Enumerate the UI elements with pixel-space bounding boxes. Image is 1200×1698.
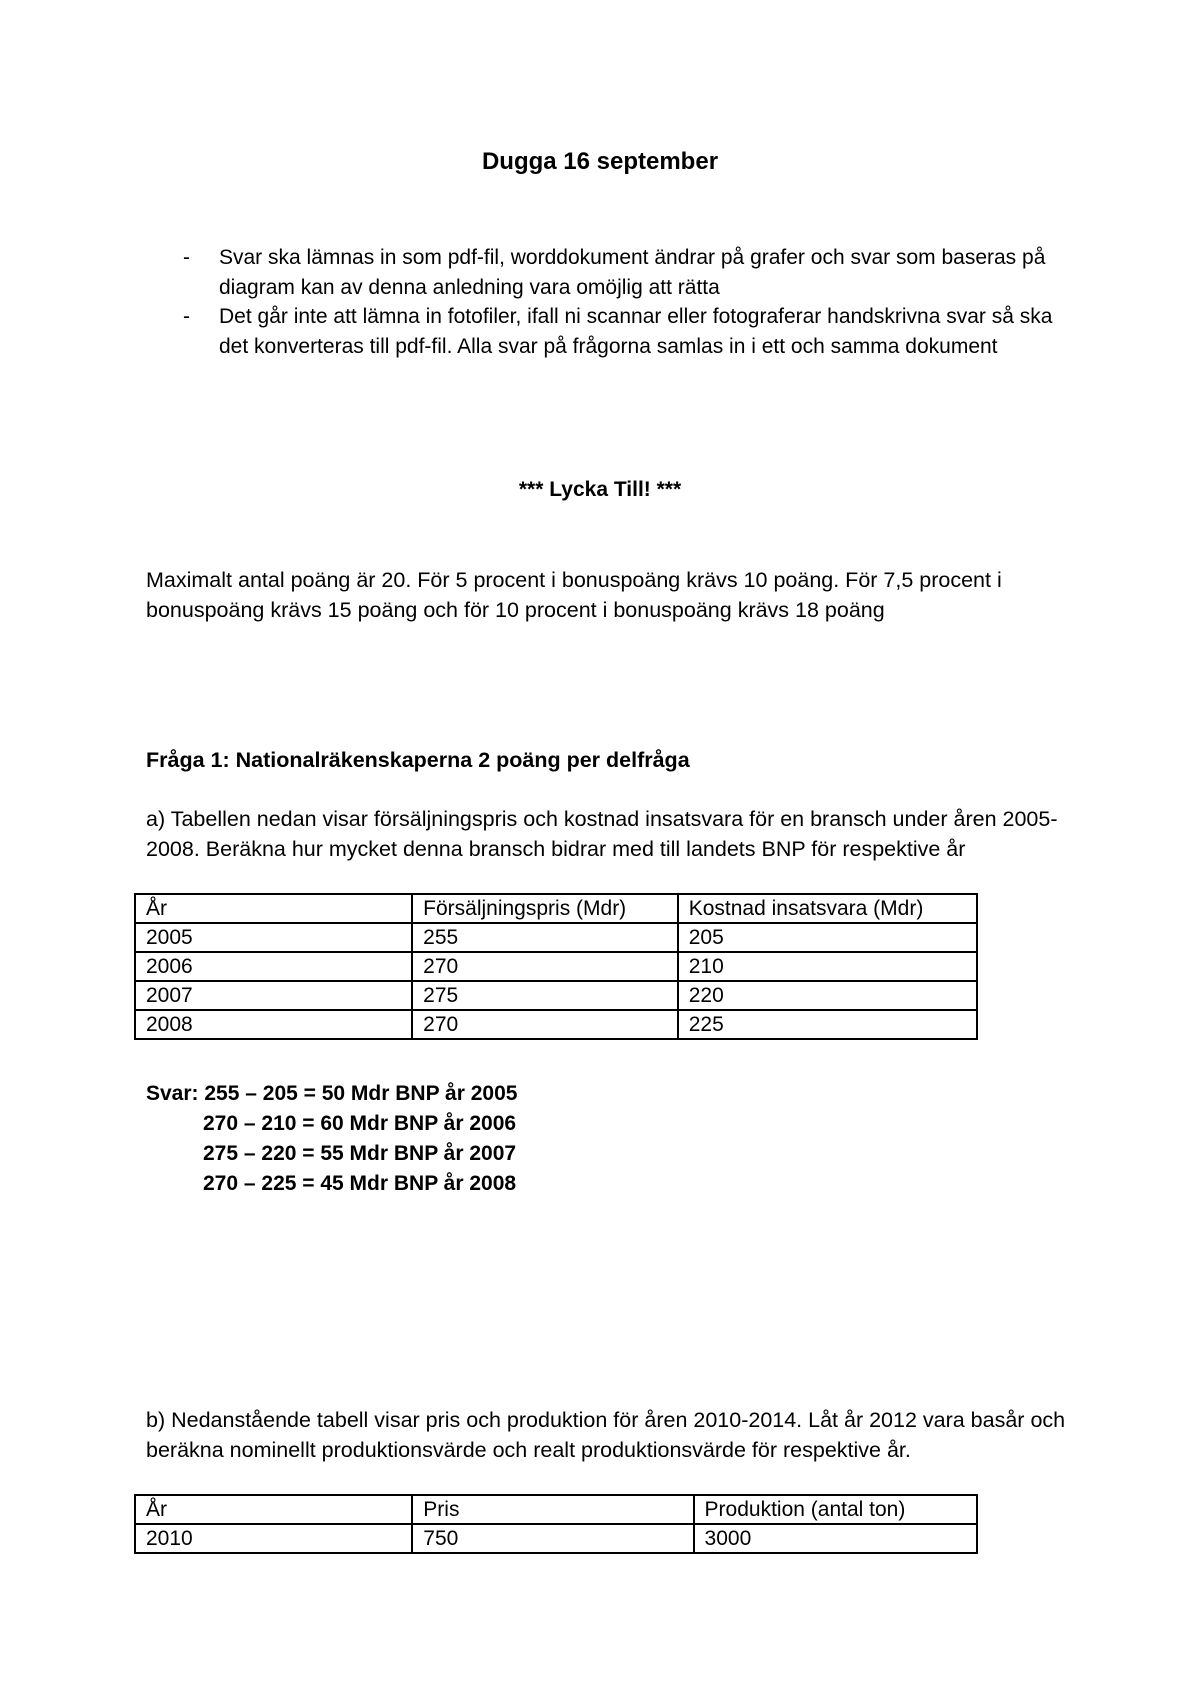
table-cell: 750 (412, 1524, 693, 1553)
table-cell: 2006 (135, 952, 412, 981)
table-cell: 3000 (694, 1524, 977, 1553)
question1a-text: a) Tabellen nedan visar försäljningspris och kostnad insatsvara för en bransch under åren 2005-2008. Beräkna hur mycket denna bransch bidrar med till landets BNP för respektive år (146, 807, 1058, 861)
table-cell: 275 (412, 981, 678, 1010)
table-header-cell: År (135, 894, 412, 923)
instructions-list (183, 243, 1083, 361)
table-row (135, 981, 977, 1010)
table-cell: 270 (412, 1010, 678, 1039)
table-header-cell: Produktion (antal ton) (694, 1495, 977, 1524)
table-cell: 205 (678, 923, 977, 952)
table-cell: 225 (678, 1010, 977, 1039)
table-price-production (134, 1494, 978, 1554)
table-row (135, 1524, 977, 1553)
answer-label: Svar: (146, 1082, 199, 1105)
table-row (135, 952, 977, 981)
table-row (135, 923, 977, 952)
table-cell: 255 (412, 923, 678, 952)
table-cell: 2005 (135, 923, 412, 952)
instruction-text: Det går inte att lämna in fotofiler, ifall ni scannar eller fotograferar handskrivna svar så ska det konverteras till pdf-fil. Alla svar på frågorna samlas in i ett och samma dokument (219, 305, 1053, 358)
table-header-cell: Kostnad insatsvara (Mdr) (678, 894, 977, 923)
table-cell: 210 (678, 952, 977, 981)
instruction-text: Svar ska lämnas in som pdf-fil, worddokument ändrar på grafer och svar som baseras på diagram kan av denna anledning vara omöjlig att rätta (219, 246, 1046, 299)
table-row (135, 1010, 977, 1039)
table-cell: 2007 (135, 981, 412, 1010)
table-header-cell: Pris (412, 1495, 693, 1524)
table-header-row (135, 1495, 977, 1524)
points-info: Maximalt antal poäng är 20. För 5 procent i bonuspoäng krävs 10 poäng. För 7,5 procent i bonuspoäng krävs 15 poäng och för 10 procent i bonuspoäng krävs 18 poäng (146, 568, 1002, 622)
table-header-cell: Försäljningspris (Mdr) (412, 894, 678, 923)
instruction-item (183, 243, 1083, 302)
answer-line (146, 1079, 517, 1109)
question1b-text: b) Nedanstående tabell visar pris och produktion för åren 2010-2014. Låt år 2012 vara basår och beräkna nominellt produktionsvärde och realt produktionsvärde för respektive år. (146, 1408, 1066, 1462)
good-luck-text: *** Lycka Till! *** (518, 478, 682, 501)
answer-block (146, 1079, 517, 1199)
answer-line: 270 – 210 = 60 Mdr BNP år 2006 (203, 1112, 517, 1135)
table-header-cell: År (135, 1495, 412, 1524)
table-cell: 2010 (135, 1524, 412, 1553)
question1-heading: Fråga 1: Nationalräkenskaperna 2 poäng per delfråga (146, 748, 690, 772)
page-title: Dugga 16 september (481, 148, 719, 175)
table-cell: 2008 (135, 1010, 412, 1039)
instruction-item (183, 302, 1083, 361)
bullet-dash: - (183, 305, 190, 328)
table-cell: 270 (412, 952, 678, 981)
table-sales-cost (134, 893, 978, 1040)
bullet-dash: - (183, 246, 190, 269)
answer-line: 270 – 225 = 45 Mdr BNP år 2008 (203, 1172, 517, 1195)
answer-text: 255 – 205 = 50 Mdr BNP år 2005 (204, 1082, 518, 1105)
table-header-row (135, 894, 977, 923)
answer-line: 275 – 220 = 55 Mdr BNP år 2007 (203, 1142, 517, 1165)
table-cell: 220 (678, 981, 977, 1010)
